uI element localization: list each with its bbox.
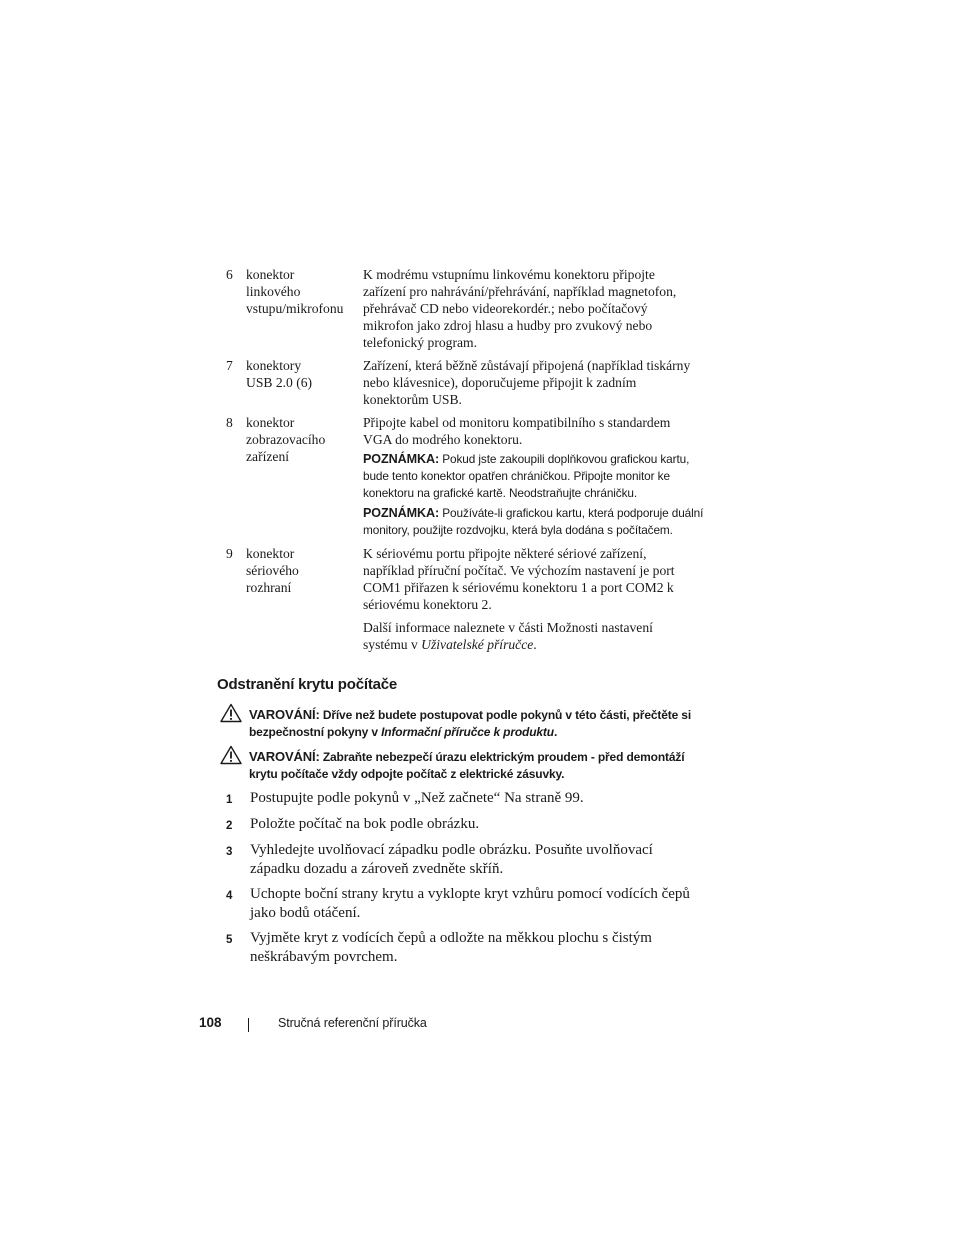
connector-name: konektory USB 2.0 (6)	[246, 358, 313, 390]
warning-label: VAROVÁNÍ:	[249, 707, 320, 722]
doc-reference: Uživatelské příručce	[421, 637, 534, 652]
table-row	[226, 414, 716, 539]
connector-description: K sériovému portu připojte některé sériové zařízení, například příruční počítač. Ve výchozím nastavení je port COM1 přiřazen k sériovému konektoru 1 a port COM2 k sériovému konektoru 2. Další informace naleznete v části Možnosti nastavení systému v Uživatelské příručce.	[363, 545, 716, 653]
step-number: 1	[226, 794, 233, 806]
connector-description: Připojte kabel od monitoru kompatibilního s standardem VGA do modrého konektoru. POZNÁMKA: Pokud jste zakoupili doplňkovou grafickou kartu, bude tento konektor opatřen chráničkou. Připojte monitor ke konektoru na grafické kartě. Neodstraňujte chráničku. POZNÁMKA: Používáte-li grafickou kartu, která podporuje duální monitory, použijte rozdvojku, která byla dodána s počítačem.	[363, 414, 716, 539]
note: POZNÁMKA: Používáte-li grafickou kartu, která podporuje duální monitory, použijte rozdvojku, která byla dodána s počítačem.	[363, 506, 704, 537]
connector-name: konektor sériového rozhraní	[246, 546, 299, 595]
warning-triangle-icon	[220, 703, 242, 723]
step-number: 3	[226, 846, 233, 858]
list-item: 4 Uchopte boční strany krytu a vyklopte kryt vzhůru pomocí vodících čepů jako bodů otáčení.	[226, 886, 690, 921]
footer-title: Stručná referenční příručka	[278, 1016, 427, 1030]
warning-triangle-icon	[220, 745, 242, 765]
connector-number: 6	[226, 267, 233, 282]
connector-table	[226, 266, 716, 659]
list-item: 5 Vyjměte kryt z vodících čepů a odložte na měkkou plochu s čistým neškrábavým povrchem.	[226, 930, 652, 965]
connector-description: Zařízení, která běžně zůstávají připojená (například tiskárny nebo klávesnice), doporučujeme připojit k zadním konektorům USB.	[363, 358, 691, 407]
connector-number: 8	[226, 415, 233, 430]
footer-divider	[248, 1018, 249, 1032]
step-number: 4	[226, 890, 233, 902]
note: POZNÁMKA: Pokud jste zakoupili doplňkovou grafickou kartu, bude tento konektor opatřen chráničkou. Připojte monitor ke konektoru na grafické kartě. Neodstraňujte chráničku.	[363, 452, 690, 500]
connector-description: K modrému vstupnímu linkovému konektoru připojte zařízení pro nahrávání/přehrávání, například magnetofon, přehrávač CD nebo videorekordér.; nebo počítačový mikrofon jako zdroj hlasu a hudby pro zvukový nebo telefonický program.	[363, 267, 677, 350]
doc-reference: Informační příručce k produktu	[381, 725, 554, 739]
step-number: 5	[226, 934, 233, 946]
note-label: POZNÁMKA:	[363, 506, 440, 520]
step-list	[226, 789, 716, 967]
section-title: Odstranění krytu počítače	[217, 676, 398, 693]
list-item: 1 Postupujte podle pokynů v „Než začnete“ Na straně 99.	[226, 789, 716, 808]
table-row	[226, 266, 716, 351]
warning-block: VAROVÁNÍ: Zabraňte nebezpečí úrazu elektrickým proudem - před demontáží krytu počítače vždy odpojte počítač z elektrické zásuvky.	[220, 748, 720, 783]
more-info: Další informace naleznete v části Možnosti nastavení systému v Uživatelské příručce.	[363, 620, 653, 652]
connector-number: 9	[226, 546, 233, 561]
list-item: 2 Položte počítač na bok podle obrázku.	[226, 815, 716, 834]
warning-block: VAROVÁNÍ: Dříve než budete postupovat podle pokynů v této části, přečtěte si bezpečnostní pokyny v Informační příručce k produktu.	[220, 706, 720, 741]
table-row	[226, 545, 716, 653]
list-item: 3 Vyhledejte uvolňovací západku podle obrázku. Posuňte uvolňovací západku dozadu a zároveň zvedněte skříň.	[226, 842, 653, 877]
warning-label: VAROVÁNÍ:	[249, 749, 320, 764]
note-label: POZNÁMKA:	[363, 452, 440, 466]
table-row	[226, 357, 716, 408]
page-number: 108	[199, 1015, 222, 1030]
connector-number: 7	[226, 358, 233, 373]
connector-name: konektor zobrazovacího zařízení	[246, 415, 326, 464]
step-number: 2	[226, 820, 233, 832]
connector-name: konektor linkového vstupu/mikrofonu	[246, 267, 344, 316]
